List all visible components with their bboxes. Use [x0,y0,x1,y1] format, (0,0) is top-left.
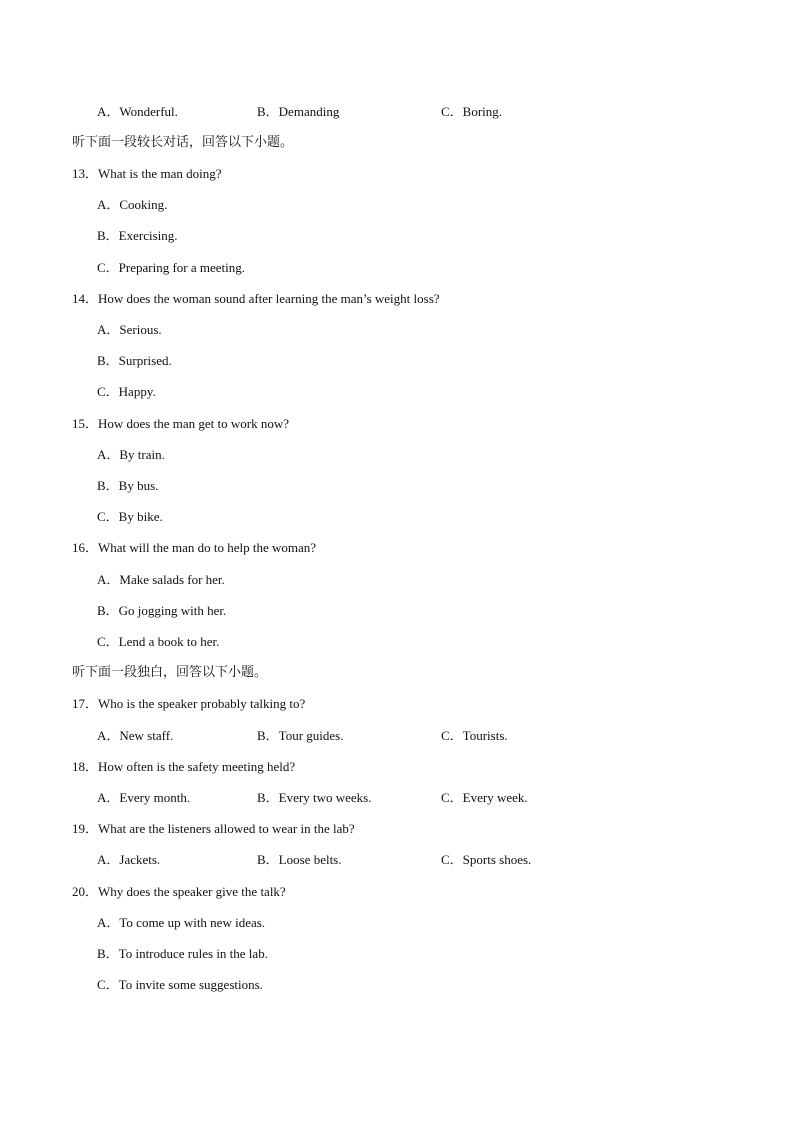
q14-option-c: C．Happy. [97,384,156,399]
q19-option-a: A．Jackets. [97,852,161,867]
question-17: 17．Who is the speaker probably talking to? [72,696,306,711]
q17-option-a: A．New staff. [97,728,174,743]
q12-option-c: C．Boring. [441,104,503,119]
question-14: 14．How does the woman sound after learning the man’s weight loss? [72,291,440,306]
q16-option-b: B．Go jogging with her. [97,603,227,618]
q18-option-b: B．Every two weeks. [257,790,372,805]
q16-option-a: A．Make salads for her. [97,572,225,587]
q15-option-b: B．By bus. [97,478,159,493]
q13-option-b: B．Exercising. [97,228,178,243]
q17-option-c: C．Tourists. [441,728,508,743]
q14-option-a: A．Serious. [97,322,162,337]
q12-option-a: A．Wonderful. [97,104,178,119]
question-20: 20．Why does the speaker give the talk? [72,884,286,899]
section-instruction-monologue: 听下面一段独白，回答以下小题。 [72,665,268,680]
q13-option-c: C．Preparing for a meeting. [97,260,246,275]
q18-option-c: C．Every week. [441,790,528,805]
q18-option-a: A．Every month. [97,790,191,805]
q13-option-a: A．Cooking. [97,197,168,212]
q19-option-c: C．Sports shoes. [441,852,532,867]
section-instruction-dialogue: 听下面一段较长对话，回答以下小题。 [72,135,294,150]
q14-option-b: B．Surprised. [97,353,172,368]
q15-option-c: C．By bike. [97,509,163,524]
q19-option-b: B．Loose belts. [257,852,342,867]
q20-option-c: C．To invite some suggestions. [97,977,263,992]
question-13: 13．What is the man doing? [72,166,222,181]
question-19: 19．What are the listeners allowed to wear in the lab? [72,821,355,836]
q20-option-a: A．To come up with new ideas. [97,915,266,930]
q12-option-b: B．Demanding [257,104,340,119]
question-16: 16．What will the man do to help the woman? [72,540,317,555]
q15-option-a: A．By train. [97,447,165,462]
q16-option-c: C．Lend a book to her. [97,634,220,649]
question-15: 15．How does the man get to work now? [72,416,289,431]
q20-option-b: B．To introduce rules in the lab. [97,946,268,961]
q17-option-b: B．Tour guides. [257,728,344,743]
question-18: 18．How often is the safety meeting held? [72,759,296,774]
